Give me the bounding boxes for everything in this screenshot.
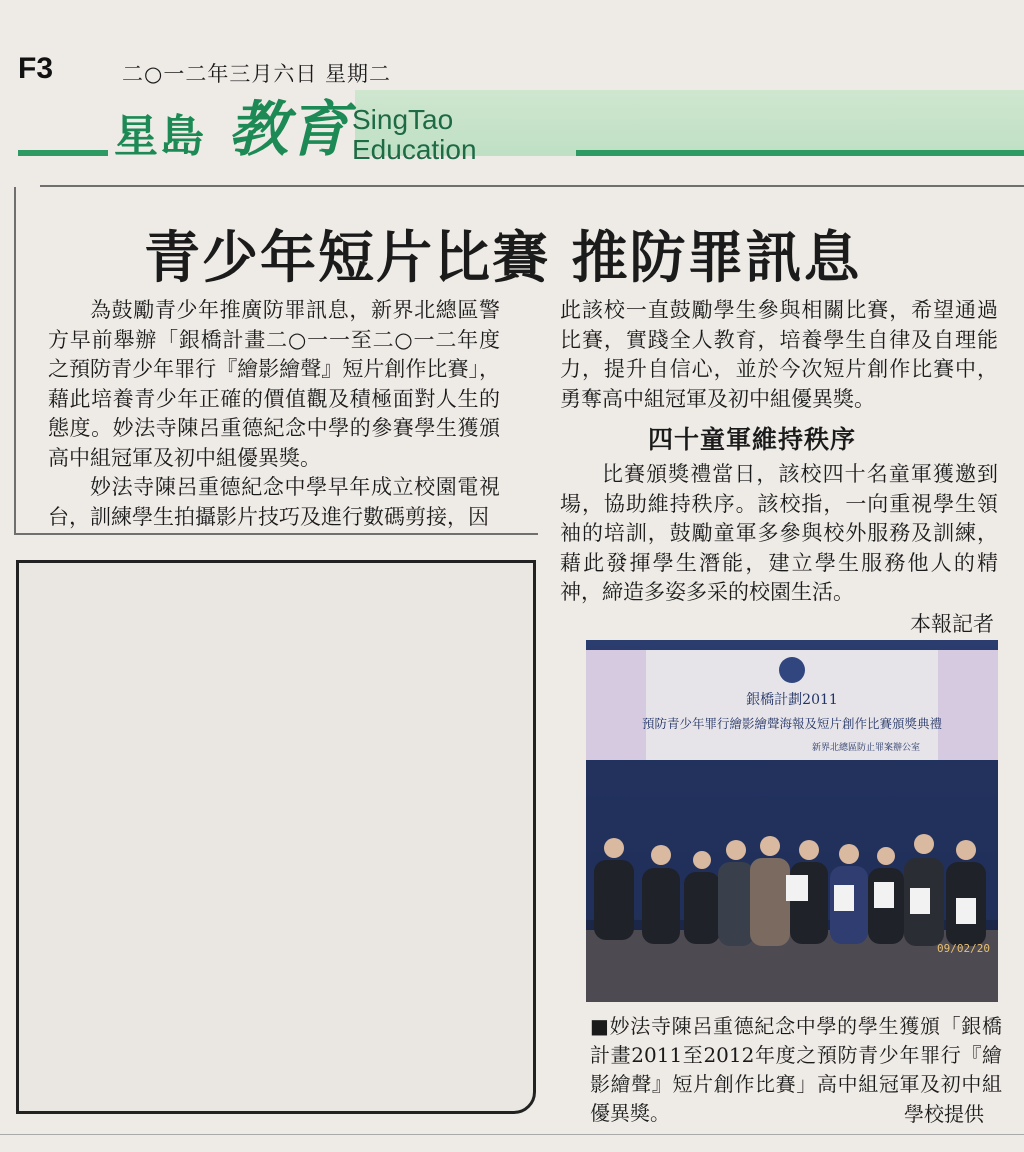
page-number: F3 xyxy=(18,52,54,85)
certificate xyxy=(786,875,808,901)
header-green-rule-left xyxy=(18,150,108,156)
brand-section-logo: 教育 xyxy=(228,95,348,165)
brand-name-english-line1: SingTao xyxy=(352,104,454,135)
banner-subtitle: 預防青少年罪行繪影繪聲海報及短片創作比賽頒獎典禮 xyxy=(641,716,943,731)
banner-title: 銀橋計劃2011 xyxy=(746,692,838,708)
certificate xyxy=(834,885,854,911)
brand-name-english-line2: Education xyxy=(352,134,477,165)
article-left-column xyxy=(48,296,500,532)
article-paragraph: 比賽頒獎禮當日，該校四十名童軍獲邀到場，協助維持秩序。該校指，一向重視學生領袖的培訓，鼓勵童軍多參與校外服務及訓練，藉此發揮學生潛能，建立學生服務他人的精神，締造多姿多采的校園生活。 xyxy=(560,462,998,604)
article-right-column xyxy=(560,296,998,414)
certificate xyxy=(874,882,894,908)
article-paragraph: 為鼓勵青少年推廣防罪訊息，新界北總區警方早前舉辦「銀橋計畫二○一一至二○一二年度之預防青少年罪行『繪影繪聲』短片創作比賽」，藉此培養青少年正確的價值觀及積極面對人生的態度。妙法寺陳呂重德紀念中學的參賽學生獲頒高中組冠軍及初中組優異獎。 xyxy=(48,298,500,470)
article-photo xyxy=(586,640,998,1002)
blank-ad-box xyxy=(16,560,536,1114)
issue-date: 二○一二年三月六日 星期二 xyxy=(122,62,391,86)
photo-caption: ■妙法寺陳呂重德紀念中學的學生獲頒「銀橋計畫2011至2012年度之預防青少年罪行『繪影繪聲』短片創作比賽」高中組冠軍及初中組優異獎。 xyxy=(590,1014,1002,1125)
top-divider xyxy=(40,185,1024,187)
article-headline: 青少年短片比賽 推防罪訊息 xyxy=(144,226,862,291)
award-ceremony-photo xyxy=(586,640,998,1002)
certificate xyxy=(910,888,930,914)
bottom-rule xyxy=(0,1134,1024,1135)
article-paragraph: 此該校一直鼓勵學生參與相關比賽，希望通過比賽，實踐全人教育，培養學生自律及自理能力，提升自信心，並於今次短片創作比賽中，勇奪高中組冠軍及初中組優異獎。 xyxy=(560,298,998,411)
article-bottom-rule xyxy=(14,533,538,535)
article-subheading: 四十童軍維持秩序 xyxy=(648,425,857,454)
police-crest-icon xyxy=(779,657,805,683)
certificate xyxy=(956,898,976,924)
header-green-rule-right xyxy=(576,150,1024,156)
banner-organizer: 新界北總區防止罪案辦公室 xyxy=(811,743,921,753)
photo-timestamp: 09/02/20 xyxy=(937,942,990,955)
article-right-column-lower xyxy=(560,460,998,608)
byline: 本報記者 xyxy=(910,612,994,636)
photo-credit: 學校提供 xyxy=(904,1102,984,1126)
brand-name-chinese: 星島 xyxy=(114,111,206,162)
left-border-rule xyxy=(14,187,16,533)
article-paragraph: 妙法寺陳呂重德紀念中學早年成立校園電視台，訓練學生拍攝影片技巧及進行數碼剪接，因 xyxy=(48,475,500,529)
